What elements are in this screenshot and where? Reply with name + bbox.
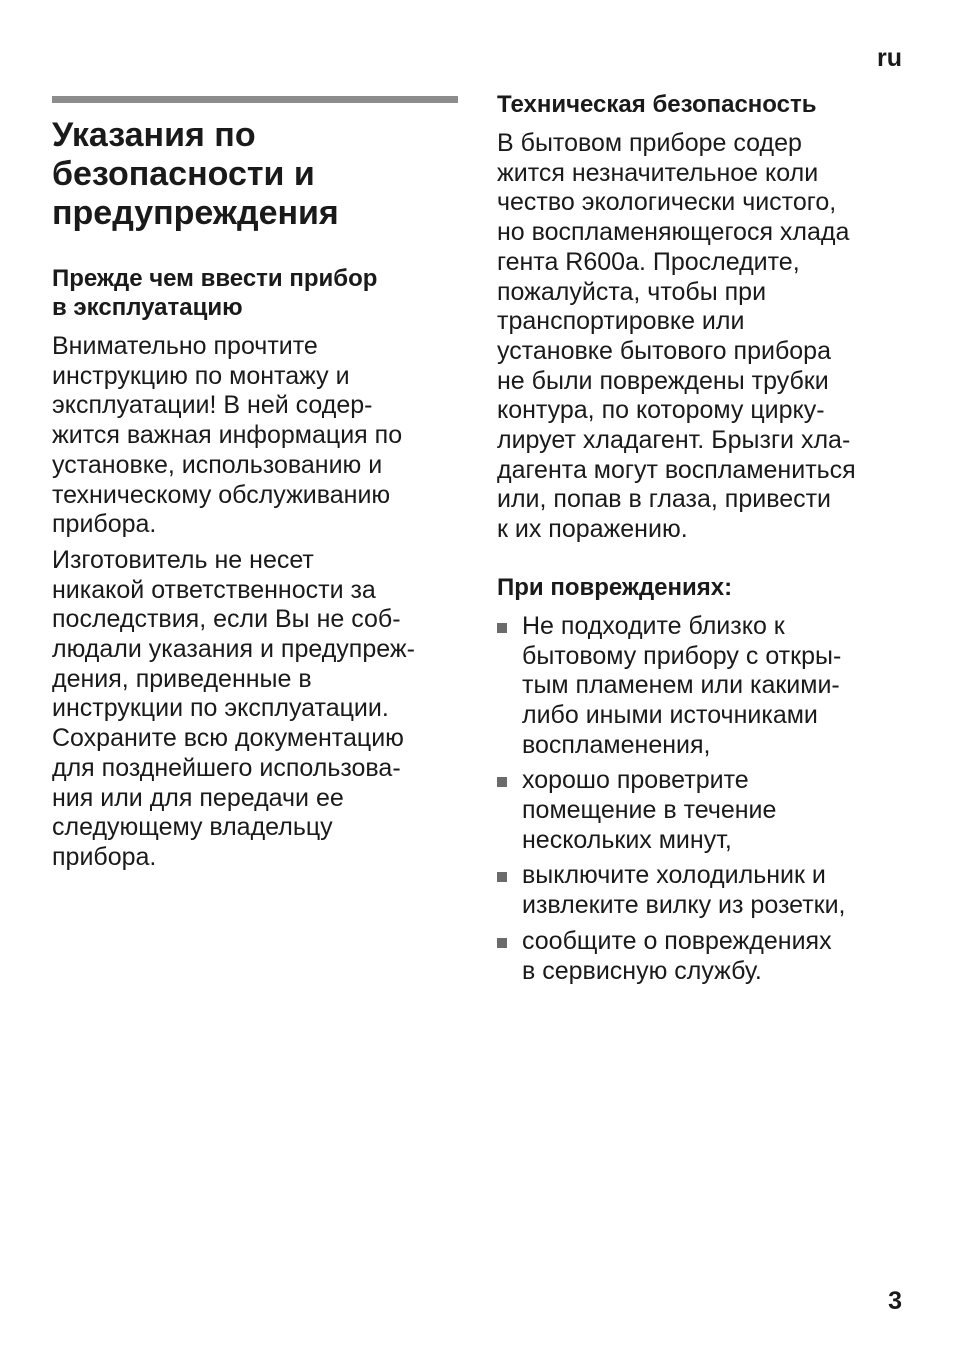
- section-heading-before-use: Прежде чем ввести прибор в эксплуатацию: [52, 265, 378, 321]
- square-bullet-icon: [497, 777, 507, 787]
- square-bullet-icon: [497, 623, 507, 633]
- list-item: [497, 927, 907, 986]
- section-heading-damage: При повреждениях:: [497, 573, 733, 601]
- list-item: [497, 612, 907, 761]
- paragraph-manufacturer-liability: Изготовитель не несет никакой ответственности за последствия, если Вы не соб- людали указания и предупреж- дения, приведенные в инструкции по эксплуатации. Сохраните всю документацию для позднейшего использова- ния или для передачи ее следующему владельцу прибора.: [52, 545, 415, 871]
- paragraph-refrigerant: В бытовом приборе содер жится незначительное коли чество экологически чистого, но воспламеняющегося хлада гента R600a. Проследите, пожалуйста, чтобы при транспортировке или установке бытового прибора не были повреждены трубки контура, по которому цирку- лирует хладагент. Брызги хла- дагента могут воспламениться или, попав в глаза, привести к их поражению.: [497, 129, 856, 544]
- page-title: Указания по безопасности и предупреждения: [52, 116, 339, 232]
- list-item-text: хорошо проветрите помещение в течение нескольких минут,: [522, 766, 777, 854]
- language-label: ru: [877, 44, 902, 72]
- square-bullet-icon: [497, 872, 507, 882]
- list-item-text: выключите холодильник и извлеките вилку из розетки,: [522, 861, 846, 920]
- list-item-text: Не подходите близко к бытовому прибору с откры- тым пламенем или какими- либо иными источниками воспламенения,: [522, 611, 842, 759]
- left-column: [52, 96, 462, 879]
- list-item: [497, 861, 907, 920]
- page-number: 3: [888, 1287, 902, 1315]
- square-bullet-icon: [497, 938, 507, 948]
- list-item: [497, 766, 907, 855]
- section-heading-technical-safety: Техническая безопасность: [497, 91, 817, 118]
- right-column: [497, 90, 907, 992]
- damage-instructions-list: [497, 612, 907, 986]
- section-rule: [52, 96, 458, 103]
- paragraph-read-instructions: Внимательно прочтите инструкцию по монтажу и эксплуатации! В ней содер- жится важная информация по установке, использованию и техническому обслуживанию прибора.: [52, 332, 403, 539]
- list-item-text: сообщите о повреждениях в сервисную службу.: [522, 926, 832, 985]
